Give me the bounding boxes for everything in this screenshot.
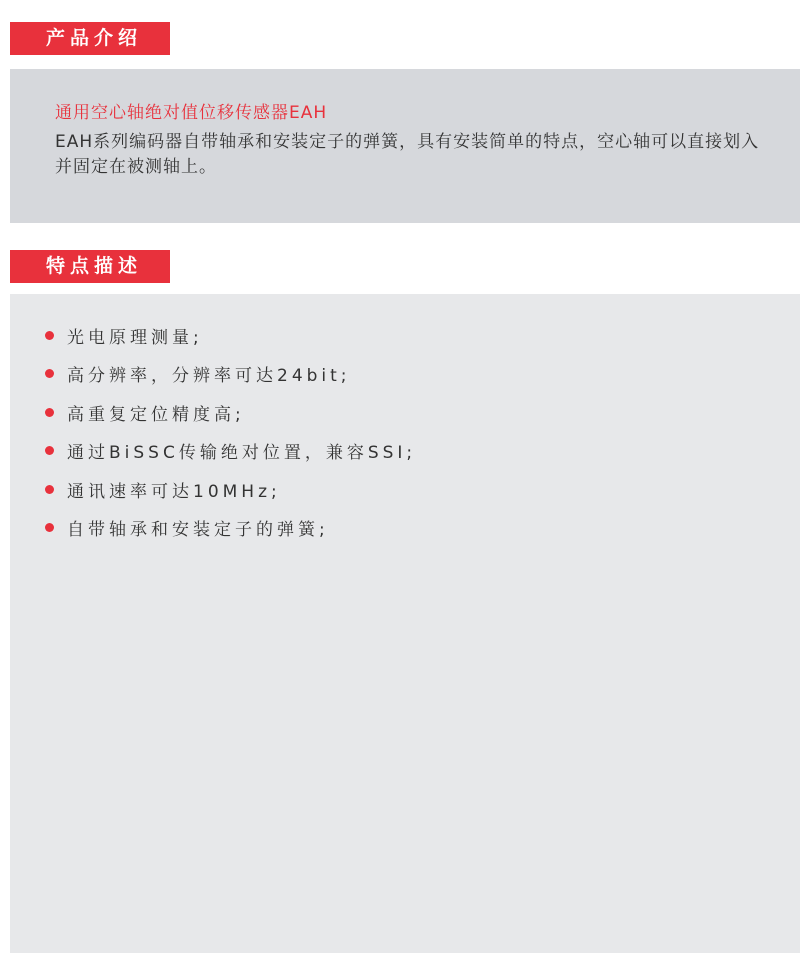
feature-text: 光电原理测量; bbox=[67, 327, 203, 348]
product-description: EAH系列编码器自带轴承和安装定子的弹簧，具有安装简单的特点，空心轴可以直接划入并固定在被测轴上。 bbox=[55, 132, 760, 177]
features-panel bbox=[10, 294, 800, 953]
feature-item bbox=[45, 355, 416, 394]
feature-text: 高重复定位精度高; bbox=[67, 404, 245, 425]
feature-item bbox=[45, 393, 416, 432]
feature-item bbox=[45, 509, 416, 548]
feature-text: 通过BiSSC传输绝对位置，兼容SSI; bbox=[67, 443, 417, 464]
product-intro-panel bbox=[10, 69, 800, 223]
product-intro-tag: 产品介绍 bbox=[10, 22, 170, 55]
bullet-dot-icon bbox=[45, 523, 54, 532]
product-title: 通用空心轴绝对值位移传感器EAH bbox=[55, 103, 328, 123]
bullet-dot-icon bbox=[45, 408, 54, 417]
bullet-dot-icon bbox=[45, 446, 54, 455]
bullet-dot-icon bbox=[45, 369, 54, 378]
feature-list bbox=[45, 316, 416, 547]
feature-text: 通讯速率可达10MHz; bbox=[67, 481, 281, 502]
feature-item bbox=[45, 432, 416, 471]
features-tag: 特点描述 bbox=[10, 250, 170, 283]
feature-text: 自带轴承和安装定子的弹簧; bbox=[67, 520, 329, 541]
feature-text: 高分辨率，分辨率可达24bit; bbox=[67, 366, 351, 387]
feature-item bbox=[45, 316, 416, 355]
bullet-dot-icon bbox=[45, 485, 54, 494]
bullet-dot-icon bbox=[45, 331, 54, 340]
feature-item bbox=[45, 470, 416, 509]
